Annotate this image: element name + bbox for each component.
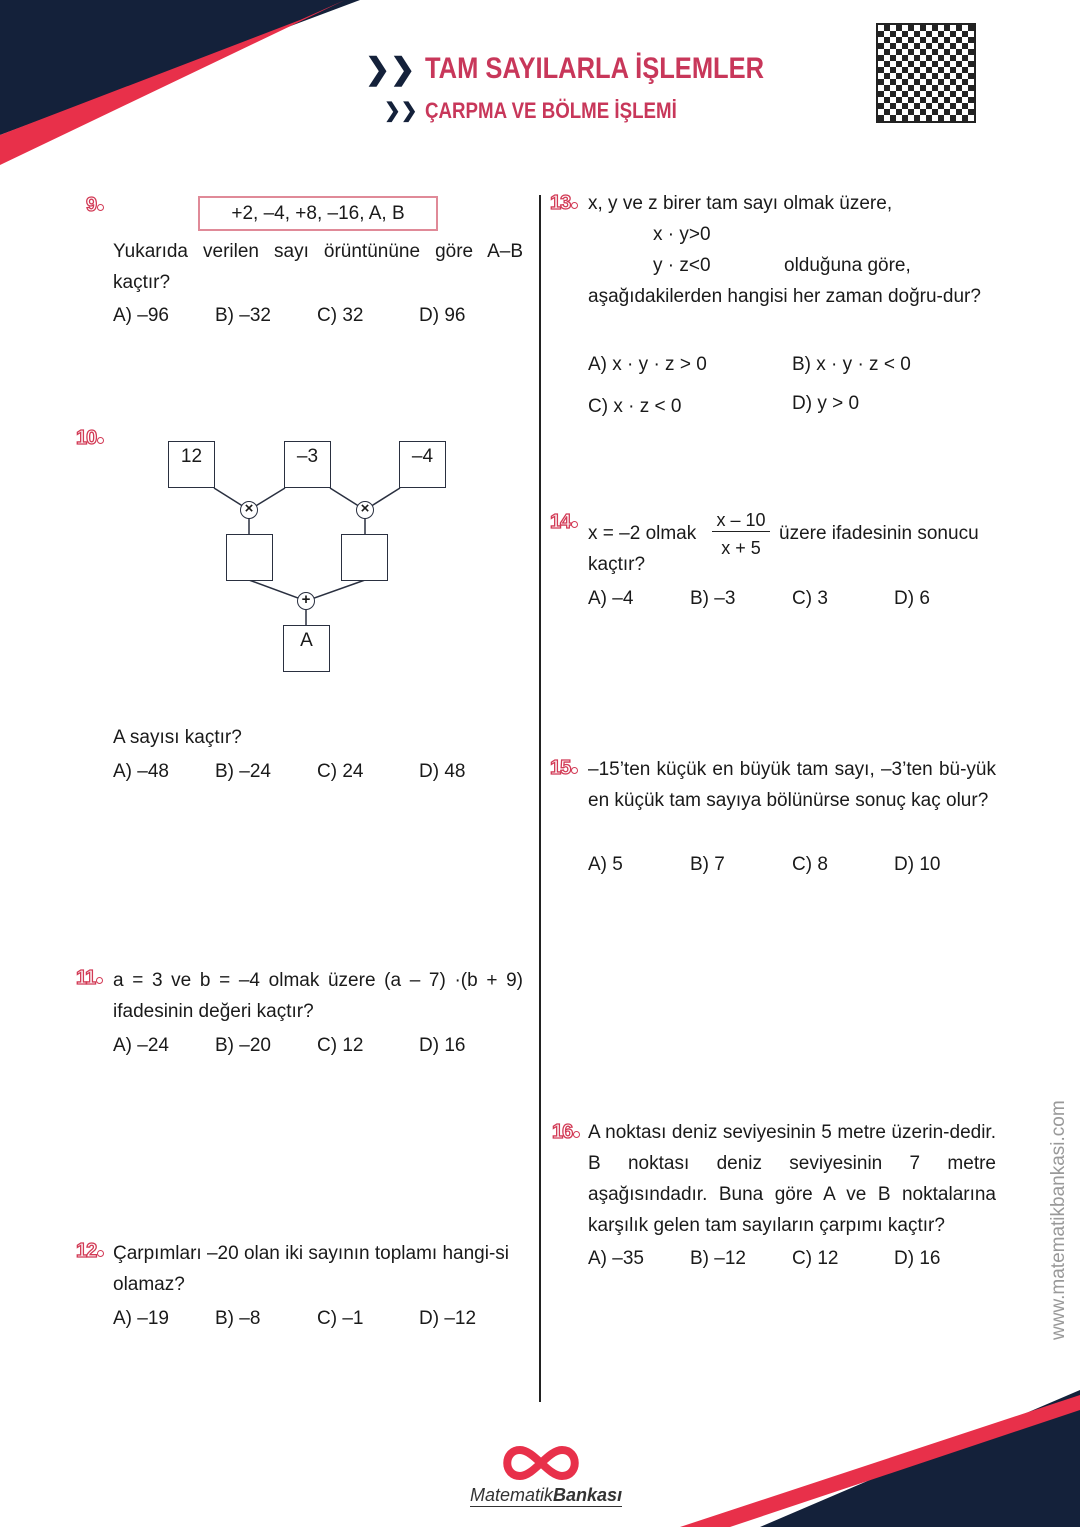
question-text: üzere ifadesinin sonucu: [779, 523, 979, 544]
option-b[interactable]: B) –24: [215, 761, 271, 782]
option-b[interactable]: B) 7: [690, 854, 725, 875]
option-a[interactable]: A) –96: [113, 305, 169, 326]
question-text: A noktası deniz seviyesinin 5 metre üzerin-dedir. B noktası deniz seviyesinin 7 metre aşağısındadır. Buna göre A ve B noktalarına karşılık gelen tam sayıların çarpımı kaçtır?: [588, 1122, 996, 1236]
option-d[interactable]: D) –12: [419, 1308, 477, 1329]
condition: x · y>0: [653, 224, 711, 245]
question-number: 9: [86, 194, 104, 217]
chevron-icon: ❯❯: [365, 53, 416, 86]
option-a[interactable]: A) –19: [113, 1308, 169, 1329]
option-b[interactable]: B) –8: [215, 1308, 261, 1329]
option-c[interactable]: C) 12: [317, 1035, 364, 1056]
diagram-box-empty: [226, 534, 273, 581]
option-d[interactable]: D) 16: [419, 1035, 466, 1056]
options: [113, 1308, 521, 1330]
option-c[interactable]: C) 12: [792, 1248, 839, 1269]
option-b[interactable]: B) –12: [690, 1248, 746, 1269]
option-d[interactable]: D) 48: [419, 761, 466, 782]
website-watermark: www.matematikbankasi.com: [1048, 1100, 1069, 1340]
chevron-icon: ❯❯: [384, 100, 418, 122]
options: [113, 761, 521, 783]
diagram-box: –4: [399, 441, 446, 488]
infinity-logo-icon: [498, 1442, 584, 1484]
option-a[interactable]: A) –24: [113, 1035, 169, 1056]
plus-icon: +: [297, 592, 315, 610]
option-b[interactable]: B) –3: [690, 588, 736, 609]
page-subtitle: ÇARPMA VE BÖLME İŞLEMİ: [425, 98, 677, 123]
option-c[interactable]: C) 32: [317, 305, 364, 326]
question-number: 14: [550, 511, 578, 534]
option-c[interactable]: C) 24: [317, 761, 364, 782]
question-text: x, y ve z birer tam sayı olmak üzere,: [588, 193, 893, 214]
option-a[interactable]: A) –48: [113, 761, 169, 782]
page-title: TAM SAYILARLA İŞLEMLER: [425, 52, 765, 85]
diagram-box-empty: [341, 534, 388, 581]
question-text: aşağıdakilerden hangisi her zaman doğru-dur?: [588, 286, 981, 307]
diagram-box: 12: [168, 441, 215, 488]
options: [588, 854, 996, 876]
option-a[interactable]: A) –4: [588, 588, 634, 609]
option-c[interactable]: C) –1: [317, 1308, 364, 1329]
question-number: 11: [76, 967, 103, 990]
option-d[interactable]: D) 16: [894, 1248, 941, 1269]
option-a[interactable]: A) x · y · z > 0: [588, 354, 707, 375]
question-text: olduğuna göre,: [784, 255, 911, 276]
option-c[interactable]: C) 3: [792, 588, 828, 609]
options: [588, 1248, 996, 1270]
option-b[interactable]: B) x · y · z < 0: [792, 354, 911, 375]
question-text: kaçtır?: [588, 554, 646, 575]
question-text: a = 3 ve b = –4 olmak üzere (a – 7) ·(b + 9) ifadesinin değeri kaçtır?: [113, 970, 523, 1022]
options: [588, 588, 996, 610]
option-c[interactable]: C) x · z < 0: [588, 396, 682, 417]
option-d[interactable]: D) 6: [894, 588, 930, 609]
option-d[interactable]: D) 10: [894, 854, 941, 875]
diagram-lines: [0, 0, 540, 700]
diagram-box: A: [283, 625, 330, 672]
options: [113, 1035, 521, 1057]
fraction-numerator: x – 10: [712, 510, 770, 532]
question-number: 16: [552, 1121, 580, 1144]
multiply-icon: ×: [356, 501, 374, 519]
option-b[interactable]: B) –20: [215, 1035, 271, 1056]
option-b[interactable]: B) –32: [215, 305, 271, 326]
question-text: x = –2 olmak: [588, 523, 697, 544]
diagram-box: –3: [284, 441, 331, 488]
fraction-denominator: x + 5: [721, 538, 761, 558]
multiply-icon: ×: [240, 501, 258, 519]
qr-code: [878, 25, 974, 121]
question-number: 15: [550, 757, 578, 780]
number-pattern: +2, –4, +8, –16, A, B: [198, 196, 438, 231]
option-c[interactable]: C) 8: [792, 854, 828, 875]
question-number: 12: [76, 1240, 104, 1263]
option-d[interactable]: D) y > 0: [792, 393, 860, 414]
question-number: 10: [76, 427, 104, 450]
question-text: Çarpımları –20 olan iki sayının toplamı hangi-si olamaz?: [113, 1243, 510, 1295]
brand-logo-text: MatematikBankası: [470, 1485, 623, 1505]
question-text: –15’ten küçük en büyük tam sayı, –3’ten bü-yük en küçük tam sayıya bölünürse sonuç kaç olur?: [588, 759, 996, 811]
question-text: A sayısı kaçtır?: [113, 727, 242, 748]
option-a[interactable]: A) –35: [588, 1248, 644, 1269]
question-number: 13: [550, 192, 578, 215]
option-d[interactable]: D) 96: [419, 305, 466, 326]
question-text: Yukarıda verilen sayı örüntününe göre A–B kaçtır?: [113, 241, 523, 293]
condition: y · z<0: [653, 255, 711, 276]
option-a[interactable]: A) 5: [588, 854, 623, 875]
